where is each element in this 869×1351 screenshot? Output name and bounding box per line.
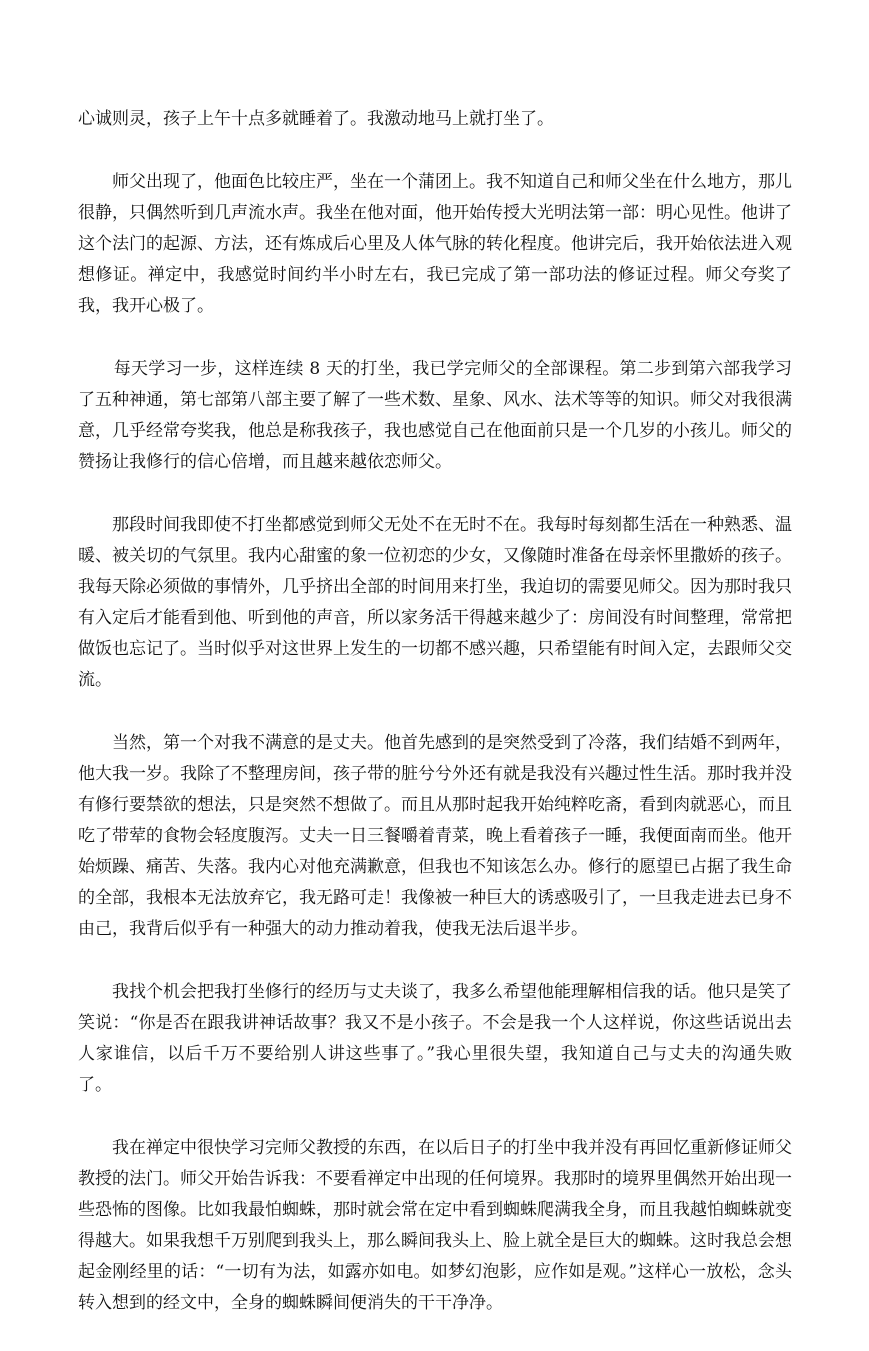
paragraph-3: 每天学习一步，这样连续 8 天的打坐，我已学完师父的全部课程。第二步到第六部我学习了五种神通，第七部第八部主要了解了一些术数、星象、风水、法术等等的知识。师父对我很满意，几乎经常夸奖我，他总是称我孩子，我也感觉自己在他面前只是一个几岁的小孩儿。师父的赞扬让我修行的信心倍增，而且越来越依恋师父。 [78, 359, 792, 472]
paragraph-6: 我找个机会把我打坐修行的经历与丈夫谈了，我多么希望他能理解相信我的话。他只是笑了笑说：“你是否在跟我讲神话故事？我又不是小孩子。不会是我一个人这样说，你这些话说出去人家谁信，以后千万不要给别人讲这些事了。”我心里很失望，我知道自己与丈夫的沟通失败了。 [78, 982, 792, 1095]
paragraph-1: 心诚则灵，孩子上午十点多就睡着了。我激动地马上就打坐了。 [78, 109, 554, 129]
paragraph-2: 师父出现了，他面色比较庄严，坐在一个蒲团上。我不知道自己和师父坐在什么地方，那儿很静，只偶然听到几声流水声。我坐在他对面，他开始传授大光明法第一部：明心见性。他讲了这个法门的起源、方法，还有炼成后心里及人体气脉的转化程度。他讲完后，我开始依法进入观想修证。禅定中，我感觉时间约半小时左右，我已完成了第一部功法的修证过程。师父夸奖了我，我开心极了。 [78, 172, 792, 316]
document-body [78, 104, 792, 1351]
paragraph-4: 那段时间我即使不打坐都感觉到师父无处不在无时不在。我每时每刻都生活在一种熟悉、温暖、被关切的气氛里。我内心甜蜜的象一位初恋的少女，又像随时准备在母亲怀里撒娇的孩子。我每天除必须做的事情外，几乎挤出全部的时间用来打坐，我迫切的需要见师父。因为那时我只有入定后才能看到他、听到他的声音，所以家务活干得越来越少了：房间没有时间整理，常常把做饭也忘记了。当时似乎对这世界上发生的一切都不感兴趣，只希望能有时间入定，去跟师父交流。 [78, 515, 792, 690]
paragraph-5: 当然，第一个对我不满意的是丈夫。他首先感到的是突然受到了冷落，我们结婚不到两年，他大我一岁。我除了不整理房间，孩子带的脏兮兮外还有就是我没有兴趣过性生活。那时我并没有修行要禁欲的想法，只是突然不想做了。而且从那时起我开始纯粹吃斋，看到肉就恶心，而且吃了带荤的食物会轻度腹泻。丈夫一日三餐嚼着青菜，晚上看着孩子一睡，我便面南而坐。他开始烦躁、痛苦、失落。我内心对他充满歉意，但我也不知该怎么办。修行的愿望已占据了我生命的全部，我根本无法放弃它，我无路可走！我像被一种巨大的诱惑吸引了，一旦我走进去已身不由己，我背后似乎有一种强大的动力推动着我，使我无法后退半步。 [78, 733, 792, 939]
paragraph-7: 我在禅定中很快学习完师父教授的东西，在以后日子的打坐中我并没有再回忆重新修证师父教授的法门。师父开始告诉我：不要看禅定中出现的任何境界。我那时的境界里偶然开始出现一些恐怖的图像。比如我最怕蜘蛛，那时就会常在定中看到蜘蛛爬满我全身，而且我越怕蜘蛛就变得越大。如果我想千万别爬到我头上，那么瞬间我头上、脸上就全是巨大的蜘蛛。这时我总会想起金刚经里的话：“一切有为法，如露亦如电。如梦幻泡影，应作如是观。”这样心一放松，念头转入想到的经文中，全身的蜘蛛瞬间便消失的干干净净。 [78, 1138, 792, 1313]
